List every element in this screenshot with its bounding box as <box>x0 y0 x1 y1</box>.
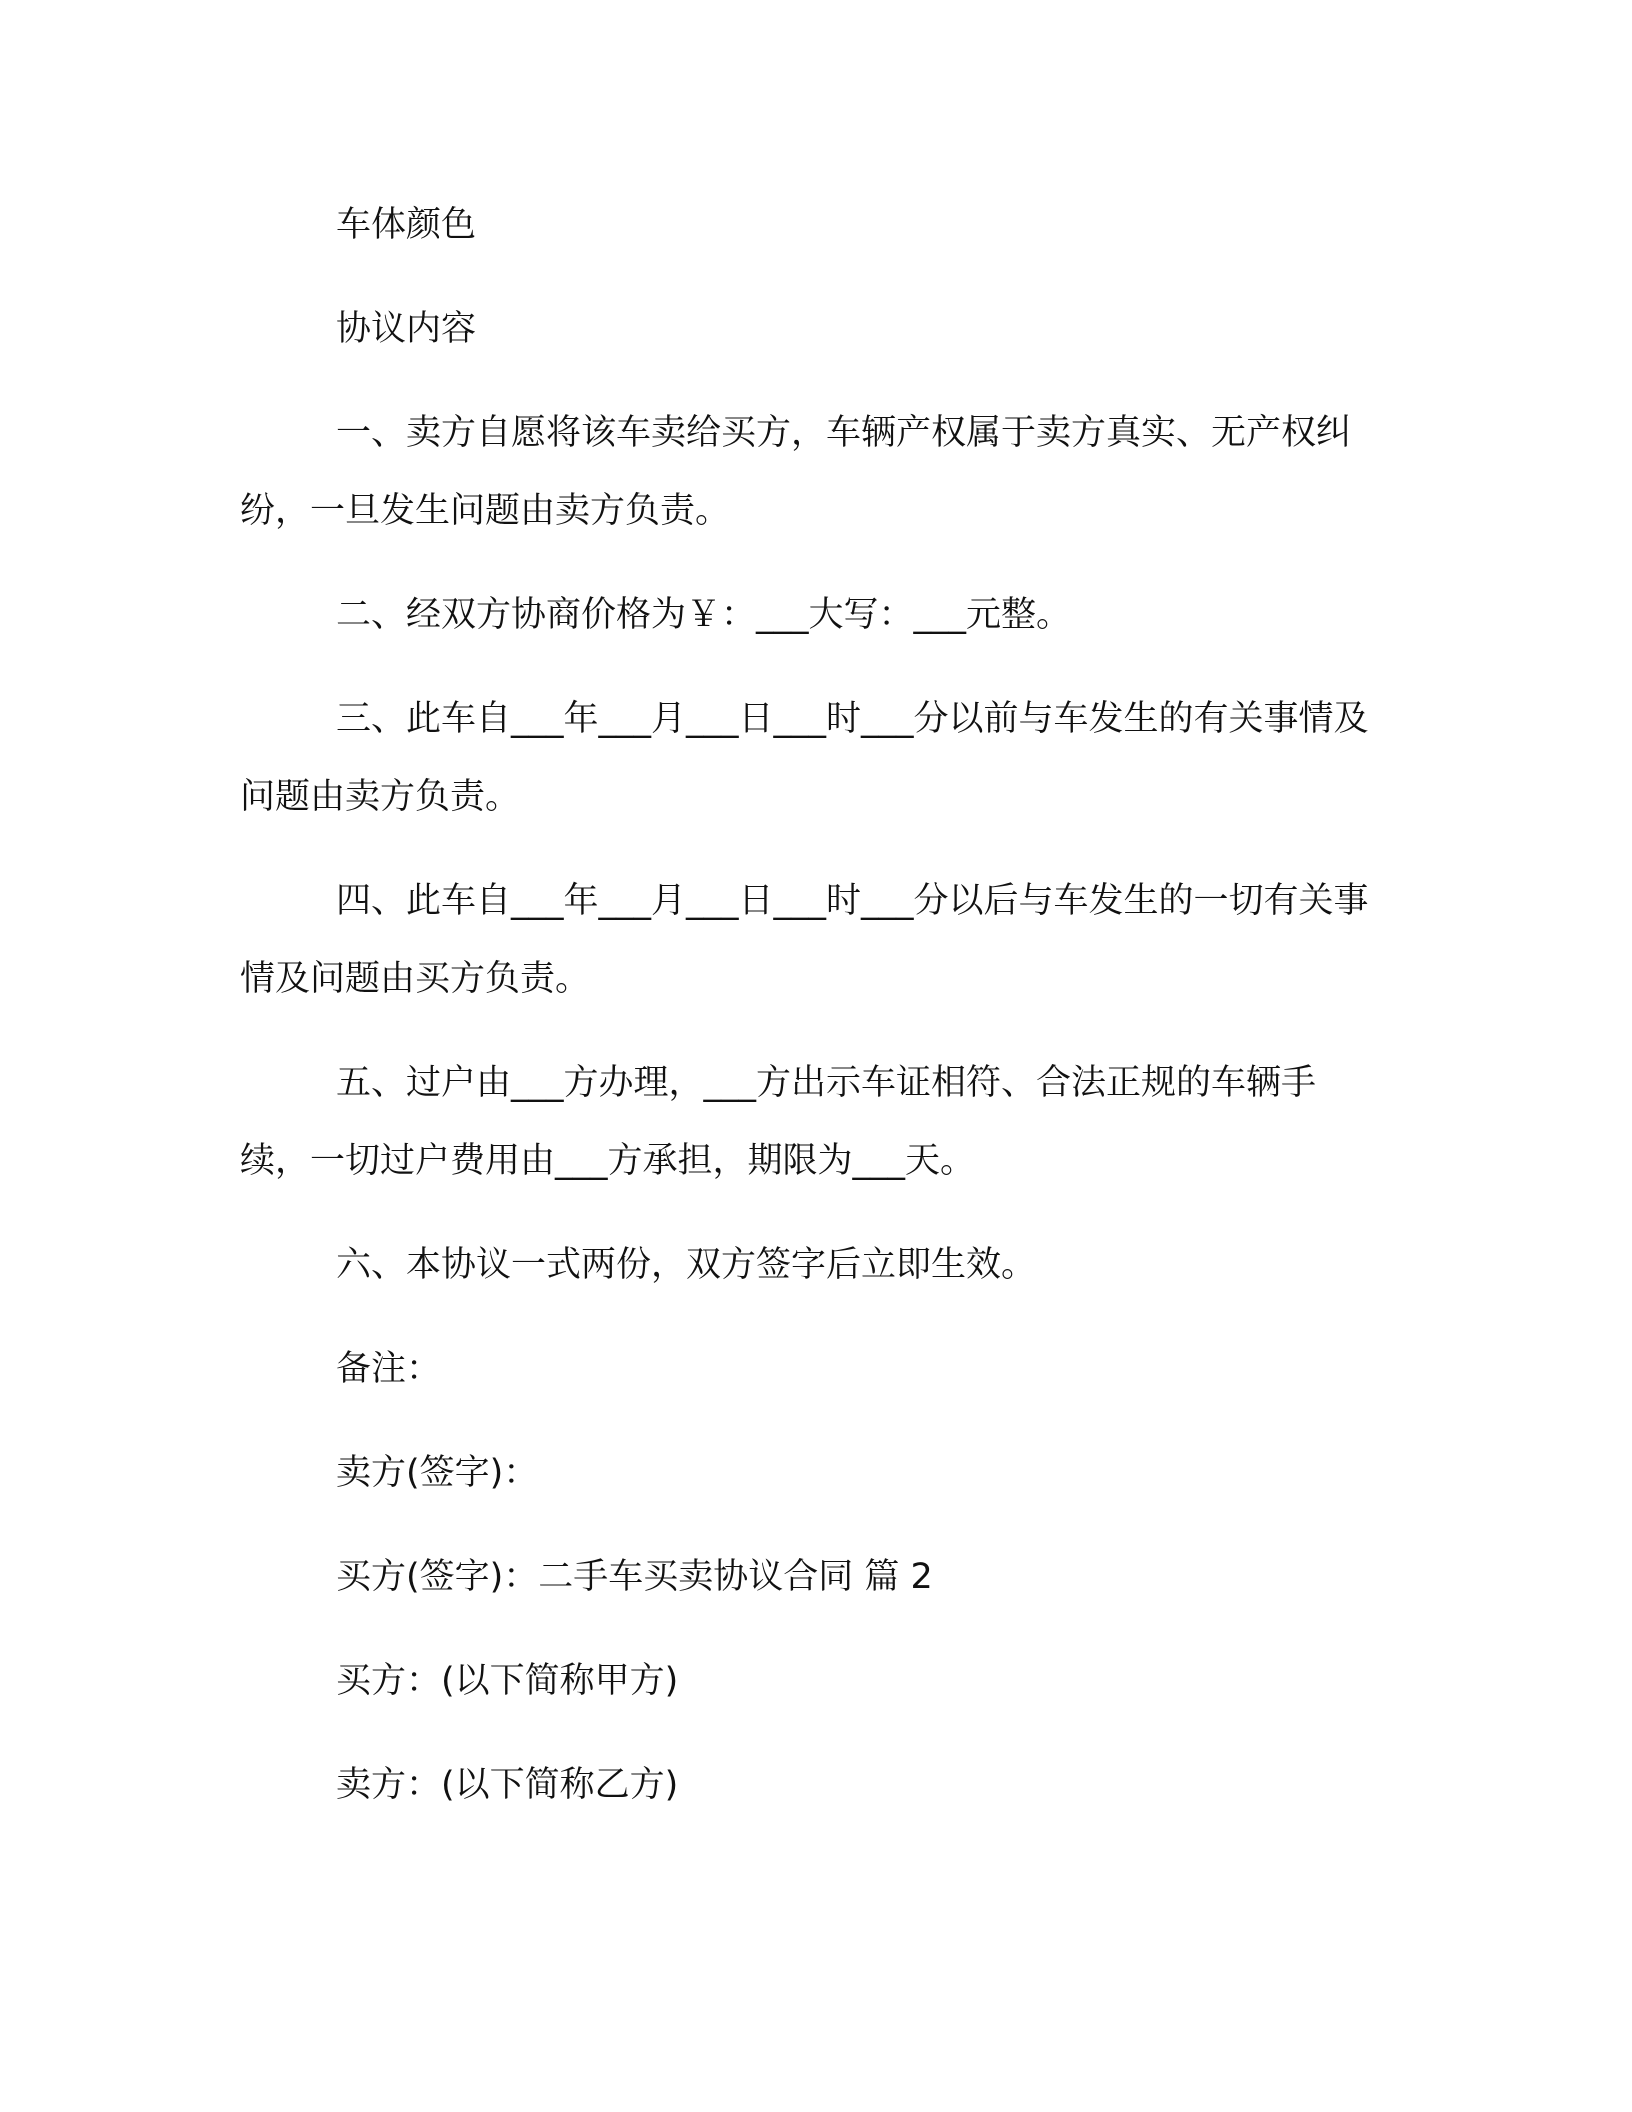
paragraph-buyer-signature: 买方(签字)：二手车买卖协议合同 篇 2 <box>336 1557 933 1597</box>
paragraph-vehicle-color: 车体颜色 <box>336 205 477 245</box>
paragraph-clause-5: 五、过户由___方办理，___方出示车证相符、合法正规的车辆手续，一切过户费用由___方承担，期限为___天。 <box>240 1063 1317 1181</box>
paragraph-agreement-content-heading: 协议内容 <box>336 309 477 349</box>
paragraph-clause-6: 六、本协议一式两份，双方签字后立即生效。 <box>336 1245 1037 1285</box>
paragraph-seller-signature: 卖方(签字)： <box>336 1453 539 1493</box>
paragraph-clause-2: 二、经双方协商价格为￥：___大写：___元整。 <box>336 595 1072 635</box>
paragraph-clause-1: 一、卖方自愿将该车卖给买方，车辆产权属于卖方真实、无产权纠纷，一旦发生问题由卖方负责。 <box>240 413 1352 531</box>
paragraph-buyer-party-a: 买方：(以下简称甲方) <box>336 1661 679 1701</box>
document-body <box>240 186 1380 1850</box>
paragraph-clause-4: 四、此车自___年___月___日___时___分以后与车发生的一切有关事情及问题由买方负责。 <box>240 881 1369 999</box>
paragraph-seller-party-b: 卖方：(以下简称乙方) <box>336 1765 679 1805</box>
paragraph-clause-3: 三、此车自___年___月___日___时___分以前与车发生的有关事情及问题由卖方负责。 <box>240 699 1369 817</box>
paragraph-remarks: 备注： <box>336 1349 442 1389</box>
